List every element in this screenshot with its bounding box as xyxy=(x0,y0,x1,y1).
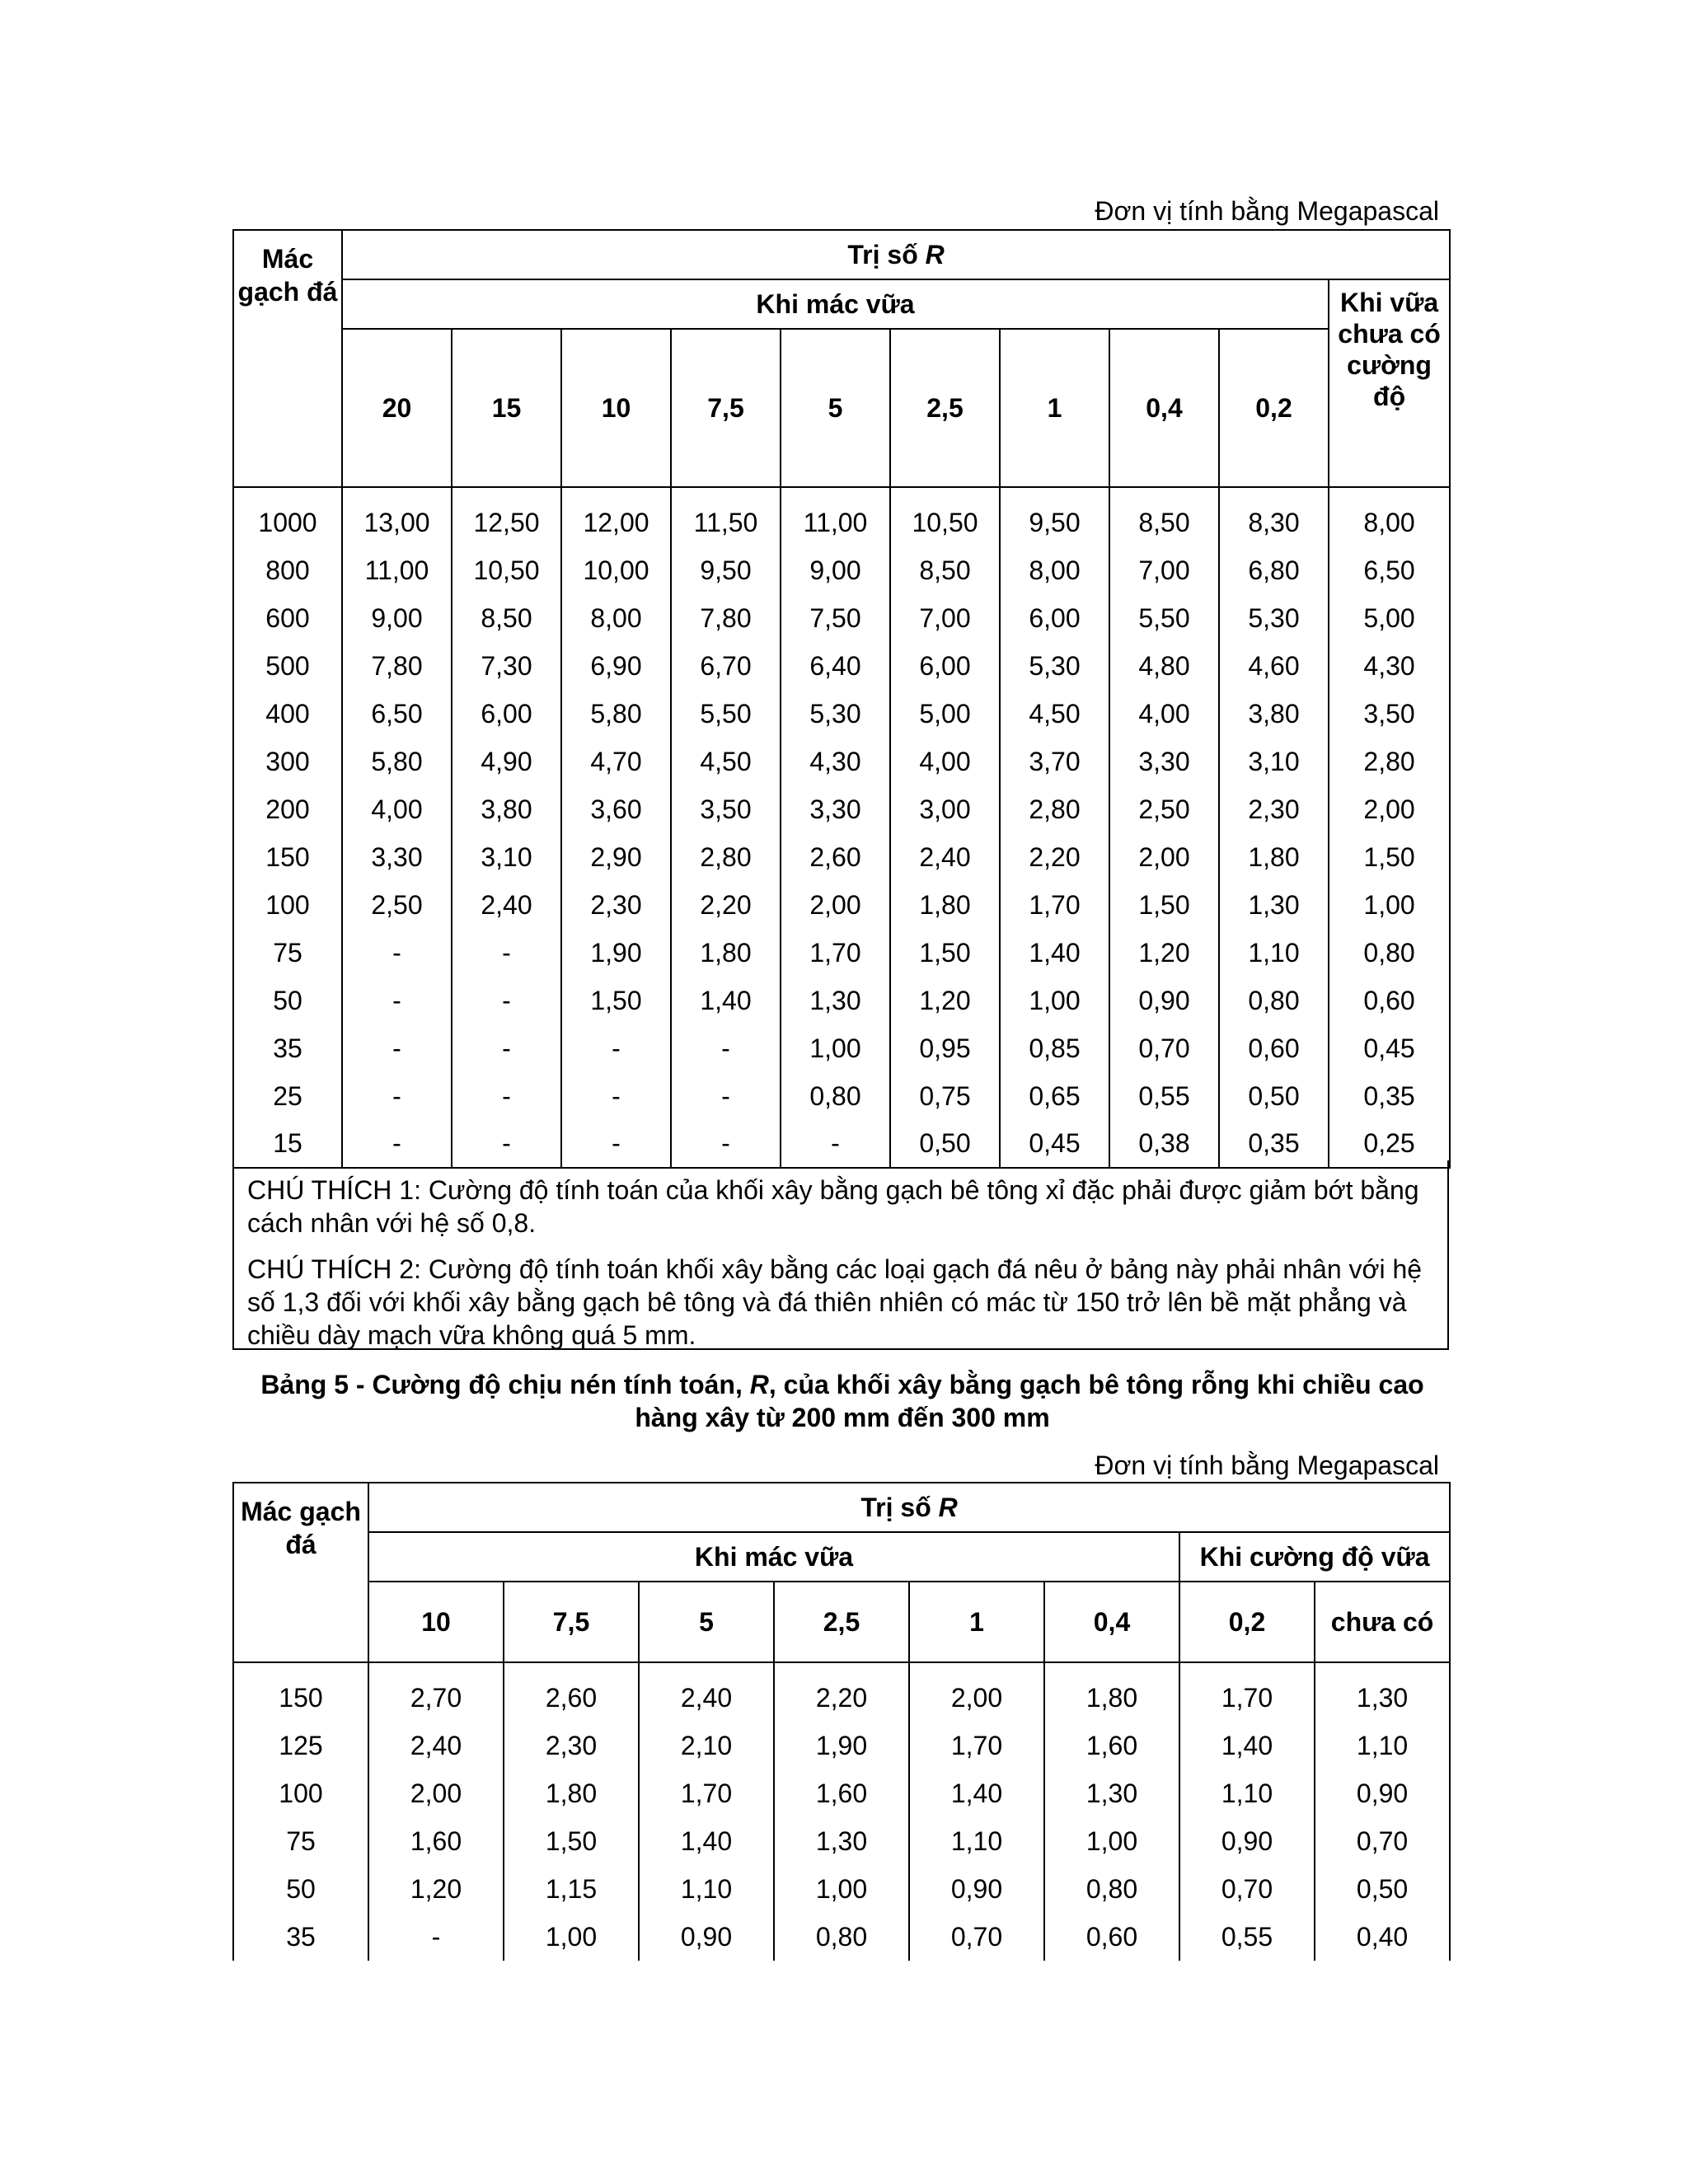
table5-header-khicuongdo: Khi cường độ vữa xyxy=(1179,1532,1450,1582)
table-cell: 9,50 xyxy=(671,546,781,594)
table-cell: 1,80 xyxy=(890,881,1000,929)
table-cell: 1,00 xyxy=(1329,881,1450,929)
table4-unit: Đơn vị tính bằng Megapascal xyxy=(1095,196,1439,226)
table4-notes xyxy=(232,1160,1449,1350)
table-cell: 4,00 xyxy=(890,738,1000,785)
table-cell: 0,65 xyxy=(1000,1072,1109,1120)
table-row xyxy=(233,1024,1450,1072)
table-cell: 0,55 xyxy=(1109,1072,1219,1120)
grade-header: 0,4 xyxy=(1044,1582,1179,1662)
table-cell: 0,50 xyxy=(890,1120,1000,1168)
grade-header: 0,4 xyxy=(1109,329,1219,487)
grade-header: 20 xyxy=(342,329,452,487)
row-label: 100 xyxy=(233,881,342,929)
table-cell: 0,50 xyxy=(1315,1865,1450,1913)
table-cell: 1,30 xyxy=(1315,1662,1450,1722)
table-cell: 3,30 xyxy=(781,785,890,833)
table-cell: 1,70 xyxy=(1000,881,1109,929)
table-cell: 1,20 xyxy=(890,977,1000,1024)
table-cell: 3,50 xyxy=(1329,690,1450,738)
table-cell: 3,80 xyxy=(452,785,561,833)
table-cell: 11,00 xyxy=(781,487,890,546)
table-cell: 1,30 xyxy=(1219,881,1329,929)
table-cell: 0,55 xyxy=(1179,1913,1315,1961)
row-label: 75 xyxy=(233,1817,368,1865)
table-cell: 0,80 xyxy=(781,1072,890,1120)
table4-header-mac: Mác gạch đá xyxy=(233,230,342,487)
row-label: 125 xyxy=(233,1722,368,1769)
table-cell: 0,60 xyxy=(1044,1913,1179,1961)
row-label: 600 xyxy=(233,594,342,642)
table-row xyxy=(233,594,1450,642)
table-row xyxy=(233,1865,1450,1913)
table-cell: - xyxy=(452,1024,561,1072)
table-cell: 0,75 xyxy=(890,1072,1000,1120)
table-cell: 1,70 xyxy=(1179,1662,1315,1722)
table-cell: - xyxy=(671,1120,781,1168)
table5 xyxy=(232,1482,1451,1961)
table-cell: 6,40 xyxy=(781,642,890,690)
table-cell: - xyxy=(561,1024,671,1072)
table-cell: 4,30 xyxy=(781,738,890,785)
table-row xyxy=(233,785,1450,833)
table-cell: 0,40 xyxy=(1315,1913,1450,1961)
table-cell: - xyxy=(452,1120,561,1168)
table-cell: 2,30 xyxy=(561,881,671,929)
table-cell: 1,50 xyxy=(504,1817,639,1865)
table-cell: 1,40 xyxy=(1179,1722,1315,1769)
table-cell: 0,45 xyxy=(1000,1120,1109,1168)
table-cell: 4,00 xyxy=(342,785,452,833)
table-cell: - xyxy=(561,1072,671,1120)
table-cell: 8,50 xyxy=(890,546,1000,594)
table-cell: 3,30 xyxy=(1109,738,1219,785)
table-cell: 10,50 xyxy=(452,546,561,594)
row-label: 1000 xyxy=(233,487,342,546)
table-cell: 2,30 xyxy=(504,1722,639,1769)
table-row xyxy=(233,690,1450,738)
table5-unit: Đơn vị tính bằng Megapascal xyxy=(1095,1451,1439,1480)
table-cell: 7,80 xyxy=(671,594,781,642)
table-cell: 1,60 xyxy=(774,1769,909,1817)
table-cell: - xyxy=(342,929,452,977)
row-label: 100 xyxy=(233,1769,368,1817)
table-cell: 3,60 xyxy=(561,785,671,833)
table-cell: 3,70 xyxy=(1000,738,1109,785)
table-row xyxy=(233,642,1450,690)
table-cell: 1,00 xyxy=(1000,977,1109,1024)
grade-header: 1 xyxy=(1000,329,1109,487)
table-cell: 0,80 xyxy=(774,1913,909,1961)
table4-header-khimac: Khi mác vữa xyxy=(342,279,1329,329)
table-row xyxy=(233,1072,1450,1120)
table-cell: 2,60 xyxy=(504,1662,639,1722)
table-cell: 0,35 xyxy=(1329,1072,1450,1120)
table-cell: 3,00 xyxy=(890,785,1000,833)
grade-header: 1 xyxy=(909,1582,1044,1662)
row-label: 500 xyxy=(233,642,342,690)
row-label: 150 xyxy=(233,833,342,881)
table-cell: 0,50 xyxy=(1219,1072,1329,1120)
table-cell: 2,80 xyxy=(1000,785,1109,833)
table-cell: 2,20 xyxy=(671,881,781,929)
table-cell: 1,00 xyxy=(774,1865,909,1913)
grade-header: 10 xyxy=(561,329,671,487)
table-cell: 2,40 xyxy=(452,881,561,929)
table-cell: 1,00 xyxy=(1044,1817,1179,1865)
row-label: 400 xyxy=(233,690,342,738)
table-cell: 4,70 xyxy=(561,738,671,785)
table-cell: 1,50 xyxy=(561,977,671,1024)
table-cell: 3,80 xyxy=(1219,690,1329,738)
table-cell: 5,50 xyxy=(1109,594,1219,642)
table-cell: 0,60 xyxy=(1329,977,1450,1024)
grade-header: 0,2 xyxy=(1219,329,1329,487)
table-cell: 6,00 xyxy=(452,690,561,738)
table-cell: 3,10 xyxy=(452,833,561,881)
table5-header-triso: Trị số R xyxy=(368,1483,1450,1532)
table-cell: 9,00 xyxy=(342,594,452,642)
table-cell: 10,00 xyxy=(561,546,671,594)
table-cell: - xyxy=(561,1120,671,1168)
row-label: 35 xyxy=(233,1913,368,1961)
table-cell: 0,25 xyxy=(1329,1120,1450,1168)
table-cell: 1,80 xyxy=(1219,833,1329,881)
table-cell: 1,10 xyxy=(1219,929,1329,977)
table-cell: - xyxy=(342,977,452,1024)
table-cell: - xyxy=(342,1120,452,1168)
table-cell: 2,00 xyxy=(1109,833,1219,881)
table-cell: 1,80 xyxy=(504,1769,639,1817)
table-cell: 0,90 xyxy=(909,1865,1044,1913)
table-cell: 0,35 xyxy=(1219,1120,1329,1168)
table-cell: 5,80 xyxy=(561,690,671,738)
table-cell: 2,10 xyxy=(639,1722,774,1769)
table-cell: 0,80 xyxy=(1044,1865,1179,1913)
table-cell: 0,60 xyxy=(1219,1024,1329,1072)
table-cell: 1,50 xyxy=(890,929,1000,977)
note-1: CHÚ THÍCH 1: Cường độ tính toán của khối xây bằng gạch bê tông xỉ đặc phải được giảm bớt bằng cách nhân với hệ số 0,8. xyxy=(247,1175,1419,1238)
table-cell: 2,80 xyxy=(1329,738,1450,785)
table-cell: 9,00 xyxy=(781,546,890,594)
grade-header: 7,5 xyxy=(504,1582,639,1662)
table-cell: 2,00 xyxy=(368,1769,504,1817)
row-label: 50 xyxy=(233,977,342,1024)
table-cell: 1,90 xyxy=(774,1722,909,1769)
table-cell: 6,80 xyxy=(1219,546,1329,594)
table-cell: 7,80 xyxy=(342,642,452,690)
row-label: 25 xyxy=(233,1072,342,1120)
table-cell: 5,30 xyxy=(1000,642,1109,690)
table5-header-khimac: Khi mác vữa xyxy=(368,1532,1179,1582)
grade-header: 7,5 xyxy=(671,329,781,487)
table-row xyxy=(233,487,1450,546)
table4-header-khivua: Khi vữa chưa có cường độ xyxy=(1329,279,1450,487)
table-cell: 1,10 xyxy=(1179,1769,1315,1817)
table-cell: 1,20 xyxy=(368,1865,504,1913)
table-cell: 1,50 xyxy=(1109,881,1219,929)
table-row xyxy=(233,929,1450,977)
table-cell: 1,30 xyxy=(774,1817,909,1865)
table-cell: 0,90 xyxy=(1179,1817,1315,1865)
grade-header: 15 xyxy=(452,329,561,487)
table-cell: 8,00 xyxy=(1329,487,1450,546)
table-cell: 0,45 xyxy=(1329,1024,1450,1072)
row-label: 200 xyxy=(233,785,342,833)
table-cell: 1,30 xyxy=(1044,1769,1179,1817)
table-cell: 8,00 xyxy=(561,594,671,642)
table-cell: 1,40 xyxy=(1000,929,1109,977)
table-cell: 8,30 xyxy=(1219,487,1329,546)
table-cell: 2,00 xyxy=(1329,785,1450,833)
table-cell: 2,50 xyxy=(342,881,452,929)
table-cell: 7,00 xyxy=(890,594,1000,642)
table-cell: - xyxy=(368,1913,504,1961)
row-label: 800 xyxy=(233,546,342,594)
table-cell: 2,20 xyxy=(774,1662,909,1722)
table-cell: 5,00 xyxy=(890,690,1000,738)
table-cell: 0,70 xyxy=(1315,1817,1450,1865)
table-cell: 10,50 xyxy=(890,487,1000,546)
grade-header: 2,5 xyxy=(890,329,1000,487)
table-row xyxy=(233,977,1450,1024)
table-cell: - xyxy=(671,1072,781,1120)
table-cell: 4,90 xyxy=(452,738,561,785)
grade-header: 2,5 xyxy=(774,1582,909,1662)
table-cell: 9,50 xyxy=(1000,487,1109,546)
table-cell: 5,80 xyxy=(342,738,452,785)
table-cell: 1,80 xyxy=(671,929,781,977)
grade-header: 0,2 xyxy=(1179,1582,1315,1662)
table-cell: 6,00 xyxy=(1000,594,1109,642)
grade-header: 10 xyxy=(368,1582,504,1662)
table-cell: 1,20 xyxy=(1109,929,1219,977)
table-cell: 6,70 xyxy=(671,642,781,690)
row-label: 75 xyxy=(233,929,342,977)
table-cell: 1,80 xyxy=(1044,1662,1179,1722)
table-cell: 7,00 xyxy=(1109,546,1219,594)
table-cell: - xyxy=(452,1072,561,1120)
table-cell: 1,40 xyxy=(639,1817,774,1865)
table-row xyxy=(233,738,1450,785)
table-cell: 0,70 xyxy=(1109,1024,1219,1072)
table-row xyxy=(233,1913,1450,1961)
grade-header: chưa có xyxy=(1315,1582,1450,1662)
table-cell: 0,70 xyxy=(1179,1865,1315,1913)
table-cell: 5,50 xyxy=(671,690,781,738)
table-cell: 1,10 xyxy=(639,1865,774,1913)
table-cell: 6,50 xyxy=(1329,546,1450,594)
table-row xyxy=(233,881,1450,929)
table-cell: 12,00 xyxy=(561,487,671,546)
table-cell: 2,00 xyxy=(781,881,890,929)
table-cell: - xyxy=(342,1072,452,1120)
table-cell: 12,50 xyxy=(452,487,561,546)
table-cell: 1,70 xyxy=(781,929,890,977)
table-cell: 4,50 xyxy=(1000,690,1109,738)
table-cell: 1,10 xyxy=(909,1817,1044,1865)
table-row xyxy=(233,1722,1450,1769)
table-cell: - xyxy=(781,1120,890,1168)
table-cell: 0,90 xyxy=(1109,977,1219,1024)
row-label: 15 xyxy=(233,1120,342,1168)
table-cell: 8,50 xyxy=(1109,487,1219,546)
table-cell: 5,30 xyxy=(781,690,890,738)
table4-header-triso: Trị số R xyxy=(342,230,1450,279)
table-cell: 6,90 xyxy=(561,642,671,690)
row-label: 35 xyxy=(233,1024,342,1072)
table-cell: 4,30 xyxy=(1329,642,1450,690)
table-cell: 4,80 xyxy=(1109,642,1219,690)
table-cell: 2,40 xyxy=(639,1662,774,1722)
table-cell: 5,00 xyxy=(1329,594,1450,642)
table-cell: 4,00 xyxy=(1109,690,1219,738)
table-cell: 1,10 xyxy=(1315,1722,1450,1769)
table-cell: - xyxy=(452,929,561,977)
table-cell: 3,30 xyxy=(342,833,452,881)
table-cell: 0,80 xyxy=(1219,977,1329,1024)
table4 xyxy=(232,229,1451,1169)
table-row xyxy=(233,833,1450,881)
table-row xyxy=(233,546,1450,594)
table-cell: 1,60 xyxy=(368,1817,504,1865)
table-cell: 2,00 xyxy=(909,1662,1044,1722)
table-cell: 1,70 xyxy=(909,1722,1044,1769)
table-cell: 2,70 xyxy=(368,1662,504,1722)
table-row xyxy=(233,1769,1450,1817)
table-cell: - xyxy=(452,977,561,1024)
table5-header-mac: Mác gạch đá xyxy=(233,1483,368,1662)
table-cell: 13,00 xyxy=(342,487,452,546)
table-cell: 1,15 xyxy=(504,1865,639,1913)
table-cell: 2,60 xyxy=(781,833,890,881)
table-cell: 1,40 xyxy=(909,1769,1044,1817)
table-cell: 1,40 xyxy=(671,977,781,1024)
table-cell: 1,50 xyxy=(1329,833,1450,881)
table-cell: 1,00 xyxy=(504,1913,639,1961)
row-label: 50 xyxy=(233,1865,368,1913)
table-cell: 5,30 xyxy=(1219,594,1329,642)
table-cell: 1,60 xyxy=(1044,1722,1179,1769)
table-cell: 0,38 xyxy=(1109,1120,1219,1168)
grade-header: 5 xyxy=(639,1582,774,1662)
table-cell: 0,85 xyxy=(1000,1024,1109,1072)
table-cell: 0,95 xyxy=(890,1024,1000,1072)
table-cell: 3,50 xyxy=(671,785,781,833)
table-cell: - xyxy=(671,1024,781,1072)
table-cell: 8,50 xyxy=(452,594,561,642)
table-cell: 1,30 xyxy=(781,977,890,1024)
row-label: 150 xyxy=(233,1662,368,1722)
table-cell: 2,40 xyxy=(368,1722,504,1769)
table-cell: 0,90 xyxy=(1315,1769,1450,1817)
note-2: CHÚ THÍCH 2: Cường độ tính toán khối xây bằng các loại gạch đá nêu ở bảng này phải nhân với hệ số 1,3 đối với khối xây bằng gạch bê tông và đá thiên nhiên có mác từ 150 trở lên bề mặt phẳng và chiều dày mạch vữa không quá 5 mm. xyxy=(247,1254,1423,1350)
table-cell: 11,50 xyxy=(671,487,781,546)
table-cell: 2,50 xyxy=(1109,785,1219,833)
table-cell: 4,50 xyxy=(671,738,781,785)
table-cell: 1,70 xyxy=(639,1769,774,1817)
table-cell: 11,00 xyxy=(342,546,452,594)
table-cell: 7,30 xyxy=(452,642,561,690)
table-cell: 2,80 xyxy=(671,833,781,881)
table-cell: 1,00 xyxy=(781,1024,890,1072)
table5-caption: Bảng 5 - Cường độ chịu nén tính toán, R, của khối xây bằng gạch bê tông rỗng khi chiều cao hàng xây từ 200 mm đến 300 mm xyxy=(260,1370,1424,1432)
table-cell: 1,90 xyxy=(561,929,671,977)
table-cell: 2,20 xyxy=(1000,833,1109,881)
table-cell: 4,60 xyxy=(1219,642,1329,690)
table-row xyxy=(233,1817,1450,1865)
table-cell: 8,00 xyxy=(1000,546,1109,594)
table-cell: 6,50 xyxy=(342,690,452,738)
table-cell: 2,90 xyxy=(561,833,671,881)
table-cell: 2,30 xyxy=(1219,785,1329,833)
grade-header: 5 xyxy=(781,329,890,487)
table-cell: 0,80 xyxy=(1329,929,1450,977)
table-cell: 3,10 xyxy=(1219,738,1329,785)
row-label: 300 xyxy=(233,738,342,785)
table-cell: 6,00 xyxy=(890,642,1000,690)
table-cell: 2,40 xyxy=(890,833,1000,881)
table-cell: 7,50 xyxy=(781,594,890,642)
table-row xyxy=(233,1662,1450,1722)
table-cell: 0,90 xyxy=(639,1913,774,1961)
table-cell: - xyxy=(342,1024,452,1072)
table-cell: 0,70 xyxy=(909,1913,1044,1961)
